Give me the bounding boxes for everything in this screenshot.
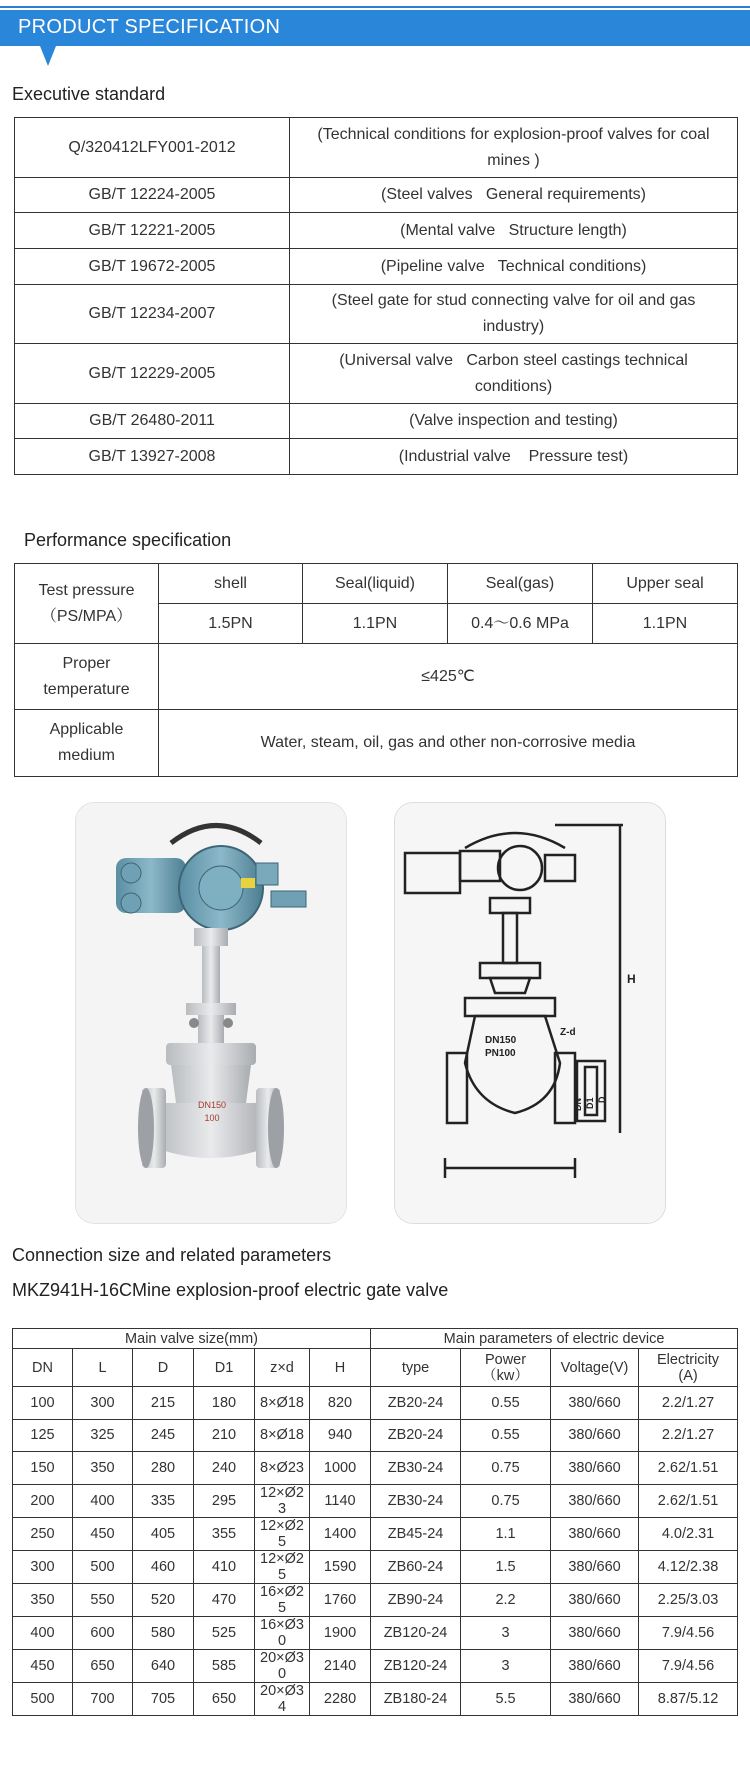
standard-row: [15, 404, 738, 439]
cell-d: 580: [133, 1616, 194, 1649]
cell-dn: 300: [13, 1550, 73, 1583]
column-header-h: H: [310, 1349, 371, 1387]
table-row: [13, 1419, 738, 1452]
standard-code: Q/320412LFY001-2012: [15, 118, 290, 178]
cell-power: 1.5: [461, 1550, 551, 1583]
cell-type: ZB30-24: [371, 1484, 461, 1517]
cell-dn: 150: [13, 1452, 73, 1485]
perf-value-seal-gas: 0.4～0.6 MPa: [448, 604, 593, 644]
standard-row: [15, 213, 738, 249]
cell-d1: 295: [194, 1484, 255, 1517]
valve-dimension-drawing: [395, 803, 665, 1223]
cell-zxd: 12×Ø2 3: [255, 1484, 310, 1517]
cell-dn: 400: [13, 1616, 73, 1649]
cell-d1: 410: [194, 1550, 255, 1583]
standard-row: [15, 439, 738, 475]
cell-l: 325: [73, 1419, 133, 1452]
cell-power: 3: [461, 1649, 551, 1682]
drawing-label-h: H: [627, 972, 636, 986]
perf-value-seal-liquid: 1.1PN: [303, 604, 448, 644]
temperature-label: Proper temperature: [15, 644, 159, 710]
medium-label: Applicable medium: [15, 710, 159, 777]
standard-description: (Mental valve Structure length): [290, 213, 738, 249]
cell-l: 500: [73, 1550, 133, 1583]
connection-size-subtitle: MKZ941H-16CMine explosion-proof electric gate valve: [12, 1280, 449, 1300]
cell-electricity: 2.62/1.51: [639, 1452, 738, 1485]
test-pressure-label: Test pressure （PS/MPA）: [15, 564, 159, 644]
cell-l: 550: [73, 1583, 133, 1616]
standard-row: [15, 178, 738, 213]
table-row: [13, 1484, 738, 1517]
column-header-dn: DN: [13, 1349, 73, 1387]
cell-electricity: 2.2/1.27: [639, 1419, 738, 1452]
cell-l: 300: [73, 1387, 133, 1420]
drawing-label-dn: DN: [573, 1098, 583, 1111]
cell-zxd: 12×Ø2 5: [255, 1550, 310, 1583]
column-header-electricity: Electricity (A): [639, 1349, 738, 1387]
cell-l: 400: [73, 1484, 133, 1517]
cell-electricity: 2.2/1.27: [639, 1387, 738, 1420]
standard-row: [15, 285, 738, 344]
temperature-value: ≤425℃: [159, 644, 738, 710]
cell-power: 0.55: [461, 1419, 551, 1452]
cell-voltage: 380/660: [551, 1484, 639, 1517]
table-row: [13, 1550, 738, 1583]
standard-description: (Technical conditions for explosion-proof valves for coal mines ): [290, 118, 738, 178]
cell-d: 640: [133, 1649, 194, 1682]
standard-row: [15, 344, 738, 404]
standard-row: [15, 118, 738, 178]
banner-title: PRODUCT SPECIFICATION: [18, 16, 281, 38]
cell-power: 3: [461, 1616, 551, 1649]
cell-voltage: 380/660: [551, 1682, 639, 1715]
cell-l: 700: [73, 1682, 133, 1715]
cell-d: 335: [133, 1484, 194, 1517]
cell-voltage: 380/660: [551, 1419, 639, 1452]
table-row: [13, 1452, 738, 1485]
executive-standard-table: [14, 117, 738, 475]
cell-dn: 450: [13, 1649, 73, 1682]
cell-h: 820: [310, 1387, 371, 1420]
standard-description: (Valve inspection and testing): [290, 404, 738, 439]
cell-h: 1140: [310, 1484, 371, 1517]
cell-type: ZB30-24: [371, 1452, 461, 1485]
table-row: [13, 1682, 738, 1715]
table-row: [13, 1616, 738, 1649]
dimension-drawing-illustration: [395, 803, 665, 1223]
cell-dn: 100: [13, 1387, 73, 1420]
cell-d1: 180: [194, 1387, 255, 1420]
cell-electricity: 8.87/5.12: [639, 1682, 738, 1715]
cell-zxd: 20×Ø3 0: [255, 1649, 310, 1682]
cell-l: 600: [73, 1616, 133, 1649]
column-header-d: D: [133, 1349, 194, 1387]
cell-d: 280: [133, 1452, 194, 1485]
cell-voltage: 380/660: [551, 1550, 639, 1583]
cell-power: 0.75: [461, 1452, 551, 1485]
section-banner: [0, 10, 750, 46]
cell-voltage: 380/660: [551, 1583, 639, 1616]
cell-electricity: 2.62/1.51: [639, 1484, 738, 1517]
cell-type: ZB20-24: [371, 1419, 461, 1452]
cell-d: 705: [133, 1682, 194, 1715]
svg-text:100: 100: [204, 1113, 220, 1123]
cell-d: 460: [133, 1550, 194, 1583]
cell-zxd: 12×Ø2 5: [255, 1517, 310, 1550]
cell-voltage: 380/660: [551, 1649, 639, 1682]
cell-d1: 355: [194, 1517, 255, 1550]
valve-product-photo: [76, 803, 346, 1223]
standard-description: (Pipeline valve Technical conditions): [290, 249, 738, 285]
table-row: [13, 1387, 738, 1420]
cell-h: 940: [310, 1419, 371, 1452]
column-header-d1: D1: [194, 1349, 255, 1387]
perf-header-shell: shell: [159, 564, 303, 604]
connection-parameters-table: [12, 1328, 738, 1716]
cell-type: ZB20-24: [371, 1387, 461, 1420]
cell-d1: 470: [194, 1583, 255, 1616]
column-header-type: type: [371, 1349, 461, 1387]
cell-zxd: 8×Ø23: [255, 1452, 310, 1485]
cell-electricity: 4.12/2.38: [639, 1550, 738, 1583]
cell-h: 1000: [310, 1452, 371, 1485]
cell-d1: 525: [194, 1616, 255, 1649]
standard-code: GB/T 12229-2005: [15, 344, 290, 404]
column-header-power: Power （kw）: [461, 1349, 551, 1387]
standard-code: GB/T 26480-2011: [15, 404, 290, 439]
perf-header-upper-seal: Upper seal: [593, 564, 738, 604]
standard-code: GB/T 13927-2008: [15, 439, 290, 475]
cell-type: ZB60-24: [371, 1550, 461, 1583]
cell-voltage: 380/660: [551, 1387, 639, 1420]
cell-voltage: 380/660: [551, 1452, 639, 1485]
cell-h: 1760: [310, 1583, 371, 1616]
cell-zxd: 16×Ø3 0: [255, 1616, 310, 1649]
connection-size-title: Connection size and related parameters: [12, 1245, 332, 1265]
cell-d1: 210: [194, 1419, 255, 1452]
perf-value-shell: 1.5PN: [159, 604, 303, 644]
cell-d: 245: [133, 1419, 194, 1452]
cell-d1: 650: [194, 1682, 255, 1715]
cell-d1: 240: [194, 1452, 255, 1485]
perf-header-seal-gas: Seal(gas): [448, 564, 593, 604]
perf-value-upper-seal: 1.1PN: [593, 604, 738, 644]
banner-top-line: [0, 6, 750, 8]
cell-dn: 200: [13, 1484, 73, 1517]
gate-valve-illustration: [76, 803, 346, 1223]
cell-h: 2140: [310, 1649, 371, 1682]
cell-zxd: 20×Ø3 4: [255, 1682, 310, 1715]
cell-type: ZB120-24: [371, 1649, 461, 1682]
cell-electricity: 4.0/2.31: [639, 1517, 738, 1550]
cell-electricity: 7.9/4.56: [639, 1616, 738, 1649]
standard-code: GB/T 12234-2007: [15, 285, 290, 344]
cell-dn: 125: [13, 1419, 73, 1452]
column-header-zxd: z×d: [255, 1349, 310, 1387]
cell-type: ZB180-24: [371, 1682, 461, 1715]
cell-type: ZB120-24: [371, 1616, 461, 1649]
standard-code: GB/T 19672-2005: [15, 249, 290, 285]
cell-l: 350: [73, 1452, 133, 1485]
standard-description: (Universal valve Carbon steel castings technical conditions): [290, 344, 738, 404]
cell-voltage: 380/660: [551, 1616, 639, 1649]
cell-voltage: 380/660: [551, 1517, 639, 1550]
cell-power: 5.5: [461, 1682, 551, 1715]
cell-l: 650: [73, 1649, 133, 1682]
cell-h: 2280: [310, 1682, 371, 1715]
cell-d1: 585: [194, 1649, 255, 1682]
group-header-main-valve: Main valve size(mm): [13, 1329, 371, 1349]
standard-description: (Industrial valve Pressure test): [290, 439, 738, 475]
banner-pointer: [40, 46, 56, 66]
table-row: [13, 1583, 738, 1616]
standard-code: GB/T 12224-2005: [15, 178, 290, 213]
standard-code: GB/T 12221-2005: [15, 213, 290, 249]
cell-zxd: 8×Ø18: [255, 1387, 310, 1420]
cell-zxd: 16×Ø2 5: [255, 1583, 310, 1616]
table-row: [13, 1517, 738, 1550]
cell-electricity: 7.9/4.56: [639, 1649, 738, 1682]
cell-type: ZB90-24: [371, 1583, 461, 1616]
drawing-label-d: D: [597, 1096, 607, 1103]
cell-power: 0.75: [461, 1484, 551, 1517]
cell-d: 405: [133, 1517, 194, 1550]
drawing-label-zd: Z-d: [560, 1027, 576, 1038]
cell-h: 1900: [310, 1616, 371, 1649]
standard-description: (Steel gate for stud connecting valve for oil and gas industry): [290, 285, 738, 344]
table-row: [13, 1649, 738, 1682]
cell-power: 2.2: [461, 1583, 551, 1616]
group-header-electric-device: Main parameters of electric device: [371, 1329, 738, 1349]
medium-value: Water, steam, oil, gas and other non-corrosive media: [159, 710, 738, 777]
cell-l: 450: [73, 1517, 133, 1550]
cell-power: 1.1: [461, 1517, 551, 1550]
cell-d: 520: [133, 1583, 194, 1616]
drawing-label-d1: D1: [585, 1097, 595, 1109]
cell-h: 1590: [310, 1550, 371, 1583]
cell-h: 1400: [310, 1517, 371, 1550]
drawing-label-dn150: DN150: [485, 1035, 517, 1046]
executive-standard-title: Executive standard: [12, 84, 166, 104]
performance-spec-table: [14, 563, 738, 777]
cell-d: 215: [133, 1387, 194, 1420]
cell-electricity: 2.25/3.03: [639, 1583, 738, 1616]
performance-spec-title: Performance specification: [24, 530, 232, 550]
perf-header-seal-liquid: Seal(liquid): [303, 564, 448, 604]
standard-row: [15, 249, 738, 285]
column-header-l: L: [73, 1349, 133, 1387]
cell-zxd: 8×Ø18: [255, 1419, 310, 1452]
cell-power: 0.55: [461, 1387, 551, 1420]
cell-type: ZB45-24: [371, 1517, 461, 1550]
column-header-voltage: Voltage(V): [551, 1349, 639, 1387]
cell-dn: 250: [13, 1517, 73, 1550]
cell-dn: 350: [13, 1583, 73, 1616]
standard-description: (Steel valves General requirements): [290, 178, 738, 213]
drawing-label-pn100: PN100: [485, 1048, 516, 1059]
svg-text:DN150: DN150: [197, 1100, 227, 1110]
cell-dn: 500: [13, 1682, 73, 1715]
